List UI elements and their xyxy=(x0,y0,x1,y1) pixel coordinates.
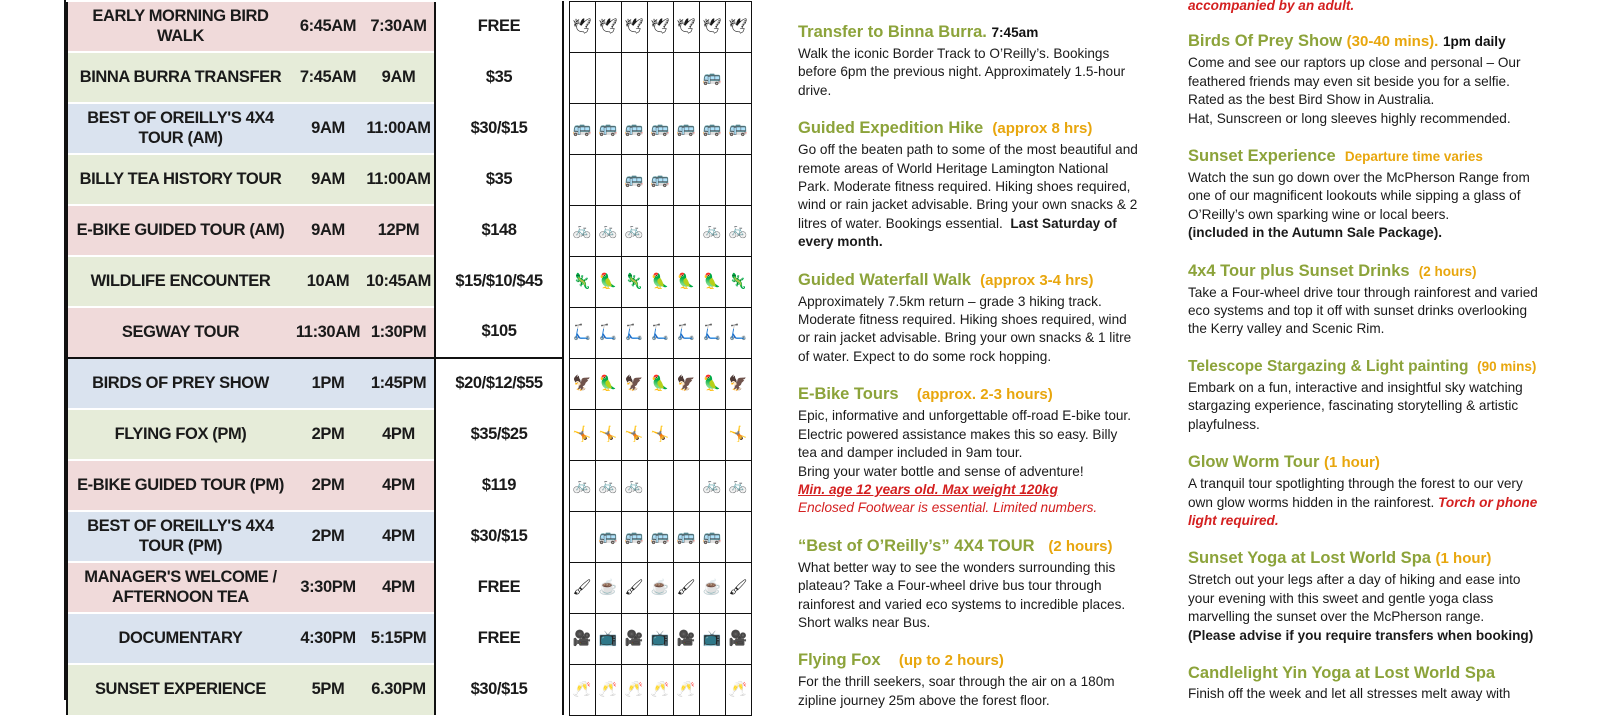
yoga-transfer-note: (Please advise if you require transfers when booking) xyxy=(1188,627,1534,643)
end-time: 9AM xyxy=(363,52,435,103)
bus-icon: 🚌 xyxy=(673,511,699,562)
ebike-body-2: Bring your water bottle and sense of adventure! xyxy=(798,463,1084,479)
price: $20/$12/$55 xyxy=(435,358,563,409)
camera-icon: 📺 xyxy=(595,613,621,664)
segway-icon: 🛴 xyxy=(621,307,647,358)
sunset-departure: Departure time varies xyxy=(1344,149,1483,165)
bicycle-icon: 🚲 xyxy=(595,205,621,256)
section-sunset-experience xyxy=(1188,144,1538,243)
activity-name: BINNA BURRA TRANSFER xyxy=(67,52,293,103)
yoga-title: Sunset Yoga at Lost World Spa xyxy=(1188,549,1431,568)
activity-name: BEST OF OREILLY'S 4X4 TOUR (AM) xyxy=(67,103,293,154)
teacup-icon: 🖌 xyxy=(621,562,647,613)
ebike-restriction: Min. age 12 years old. Max weight 120kg xyxy=(798,481,1058,497)
price: $30/$15 xyxy=(435,511,563,562)
section-ebike-tours xyxy=(798,382,1138,517)
best4x4-body: What better way to see the wonders surrounding this plateau? Take a Four-wheel drive bus tour through rainforest and varied eco systems to incredible places. Short walks near Bus. xyxy=(798,559,1126,630)
activity-schedule-table xyxy=(66,0,752,716)
schedule-row xyxy=(67,256,751,307)
yinyoga-body: Finish off the week and let all stresses melt away with xyxy=(1188,685,1511,701)
eagle-icon: 🦜 xyxy=(595,358,621,409)
empty-day-cell xyxy=(569,52,595,103)
section-transfer xyxy=(798,20,1138,100)
segway-icon: 🛴 xyxy=(673,307,699,358)
activity-name: WILDLIFE ENCOUNTER xyxy=(67,256,293,307)
birds-body: Come and see our raptors up close and personal – Our feathered friends may even sit beside you for a selfie. Rated as the best Bird Show in Australia. xyxy=(1188,55,1521,108)
tour4x4-duration: (2 hours) xyxy=(1418,263,1477,279)
price: $35/$25 xyxy=(435,409,563,460)
birds-duration: (30-40 mins). xyxy=(1346,33,1439,51)
start-time: 7:45AM xyxy=(293,52,363,103)
yinyoga-title: Candlelight Yin Yoga at Lost World Spa xyxy=(1188,663,1496,682)
price: $30/$15 xyxy=(435,664,563,715)
end-time: 12PM xyxy=(363,205,435,256)
bus-icon: 🚌 xyxy=(595,103,621,154)
teacup-icon: ☕ xyxy=(699,562,725,613)
ebike-duration: (approx. 2-3 hours) xyxy=(916,386,1053,404)
bus-icon: 🚌 xyxy=(699,103,725,154)
section-birds-of-prey xyxy=(1188,29,1538,128)
wine-glass-icon: 🥂 xyxy=(595,664,621,715)
empty-day-cell xyxy=(647,460,673,511)
activity-name: DOCUMENTARY xyxy=(67,613,293,664)
empty-day-cell xyxy=(725,511,751,562)
glowworm-title: Glow Worm Tour xyxy=(1188,453,1320,472)
empty-day-cell xyxy=(725,154,751,205)
bird-icon: 🕊 xyxy=(673,1,699,52)
segway-icon: 🛴 xyxy=(725,307,751,358)
start-time: 1PM xyxy=(293,358,363,409)
end-time: 6.30PM xyxy=(363,664,435,715)
expedition-body: Go off the beaten path to some of the most beautiful and remote areas of World Heritage Lamington National Park. Moderate fitness required. Hiking shoes required, wind or rain jacket advisable. Bring your own snacks & 2 litres of water. Bookings essential. xyxy=(798,142,1138,231)
price: FREE xyxy=(435,1,563,52)
empty-day-cell xyxy=(569,511,595,562)
bird-icon: 🕊 xyxy=(569,1,595,52)
birds-time: 1pm daily xyxy=(1442,34,1506,50)
activity-descriptions-middle xyxy=(798,0,1138,708)
section-waterfall-walk xyxy=(798,268,1138,367)
empty-day-cell xyxy=(699,154,725,205)
section-4x4-sunset-drinks xyxy=(1188,259,1538,339)
camera-icon: 🎥 xyxy=(621,613,647,664)
bicycle-icon: 🚲 xyxy=(725,205,751,256)
animal-icon: 🦜 xyxy=(595,256,621,307)
price: $148 xyxy=(435,205,563,256)
schedule-row xyxy=(67,613,751,664)
yoga-body: Stretch out your legs after a day of hiking and ease into your evening with this sweet and gentle yoga class marvelling the sunset over the McPherson range. xyxy=(1188,572,1521,625)
bus-icon: 🚌 xyxy=(621,154,647,205)
glowworm-torch-note: Torch or phone light required. xyxy=(1188,494,1538,528)
wine-glass-icon: 🥂 xyxy=(673,664,699,715)
sunset-package-note: (included in the Autumn Sale Package). xyxy=(1188,225,1443,241)
bird-icon: 🕊 xyxy=(647,1,673,52)
sunset-body: Watch the sun go down over the McPherson Range from one of our magnificent lookouts while sipping a glass of O’Reilly’s own sparking wine or local beers. xyxy=(1188,170,1530,222)
eagle-icon: 🦜 xyxy=(647,358,673,409)
price: $35 xyxy=(435,154,563,205)
bus-icon: 🚌 xyxy=(673,103,699,154)
empty-day-cell xyxy=(595,154,621,205)
bird-icon: 🕊 xyxy=(595,1,621,52)
end-time: 1:30PM xyxy=(363,307,435,358)
teacup-icon: ☕ xyxy=(595,562,621,613)
transfer-title: Transfer to Binna Burra. xyxy=(798,23,987,41)
bus-icon: 🚌 xyxy=(647,154,673,205)
bus-icon: 🚌 xyxy=(621,511,647,562)
empty-day-cell xyxy=(647,52,673,103)
wine-glass-icon: 🥂 xyxy=(569,664,595,715)
yoga-duration: (1 hour) xyxy=(1435,550,1492,568)
end-time: 5:15PM xyxy=(363,613,435,664)
end-time: 11:00AM xyxy=(363,154,435,205)
wine-glass-icon: 🥂 xyxy=(621,664,647,715)
wine-glass-icon: 🥂 xyxy=(647,664,673,715)
bus-icon: 🚌 xyxy=(725,103,751,154)
animal-icon: 🦜 xyxy=(699,256,725,307)
waterfall-title: Guided Waterfall Walk xyxy=(798,270,971,289)
bus-icon: 🚌 xyxy=(621,103,647,154)
price: $105 xyxy=(435,307,563,358)
start-time: 3:30PM xyxy=(293,562,363,613)
section-glow-worm xyxy=(1188,450,1538,530)
activity-name: SEGWAY TOUR xyxy=(67,307,293,358)
eagle-icon: 🦅 xyxy=(725,358,751,409)
zipline-icon: 🤸 xyxy=(621,409,647,460)
bus-icon: 🚌 xyxy=(699,511,725,562)
best4x4-duration: (2 hours) xyxy=(1048,537,1113,555)
telescope-duration: (90 mins) xyxy=(1477,358,1537,374)
start-time: 6:45AM xyxy=(293,1,363,52)
empty-day-cell xyxy=(673,460,699,511)
animal-icon: 🦎 xyxy=(569,256,595,307)
expedition-schedule: Last Saturday of every month. xyxy=(798,215,1117,250)
segway-icon: 🛴 xyxy=(595,307,621,358)
schedule-row xyxy=(67,664,751,715)
flyingfox-body: For the thrill seekers, soar through the air on a 180m zipline journey 25m above the forest floor. xyxy=(798,674,1115,708)
glowworm-duration: (1 hour) xyxy=(1323,454,1380,472)
animal-icon: 🦜 xyxy=(673,256,699,307)
empty-day-cell xyxy=(595,52,621,103)
bicycle-icon: 🚲 xyxy=(699,460,725,511)
schedule-row xyxy=(67,307,751,358)
section-best-4x4 xyxy=(798,534,1138,633)
start-time: 5PM xyxy=(293,664,363,715)
schedule-row xyxy=(67,52,751,103)
bus-icon: 🚌 xyxy=(595,511,621,562)
segway-icon: 🛴 xyxy=(699,307,725,358)
animal-icon: 🦎 xyxy=(725,256,751,307)
schedule-row xyxy=(67,154,751,205)
empty-day-cell xyxy=(569,154,595,205)
section-yin-yoga xyxy=(1188,661,1538,703)
price: $119 xyxy=(435,460,563,511)
flyingfox-title: Flying Fox xyxy=(798,651,881,670)
end-time: 4PM xyxy=(363,409,435,460)
bus-icon: 🚌 xyxy=(647,511,673,562)
activity-descriptions-right xyxy=(1188,0,1538,700)
bicycle-icon: 🚲 xyxy=(621,205,647,256)
camera-icon: 📺 xyxy=(647,613,673,664)
animal-icon: 🦜 xyxy=(647,256,673,307)
start-time: 9AM xyxy=(293,154,363,205)
zipline-icon: 🤸 xyxy=(595,409,621,460)
start-time: 4:30PM xyxy=(293,613,363,664)
sunset-title: Sunset Experience xyxy=(1188,147,1336,166)
bicycle-icon: 🚲 xyxy=(621,460,647,511)
transfer-time: 7:45am xyxy=(991,25,1039,40)
best4x4-title: “Best of O’Reilly’s” 4X4 TOUR xyxy=(798,536,1035,555)
start-time: 9AM xyxy=(293,205,363,256)
teacup-icon: 🖌 xyxy=(673,562,699,613)
activity-name: BIRDS OF PREY SHOW xyxy=(67,358,293,409)
eagle-icon: 🦅 xyxy=(621,358,647,409)
bus-icon: 🚌 xyxy=(569,103,595,154)
start-time: 11:30AM xyxy=(293,307,363,358)
bus-icon: 🚌 xyxy=(647,103,673,154)
end-time: 1:45PM xyxy=(363,358,435,409)
bicycle-icon: 🚲 xyxy=(569,460,595,511)
section-expedition-hike xyxy=(798,116,1138,251)
section-telescope-stargazing xyxy=(1188,355,1538,434)
teacup-icon: 🖌 xyxy=(569,562,595,613)
tour4x4-body: Take a Four-wheel drive tour through rainforest and varied eco systems and top it off with sunset drinks overlooking the Kerry valley and Scenic Rim. xyxy=(1188,284,1538,337)
eagle-icon: 🦅 xyxy=(569,358,595,409)
camera-icon: 🎥 xyxy=(725,613,751,664)
bird-icon: 🕊 xyxy=(699,1,725,52)
empty-day-cell xyxy=(725,52,751,103)
start-time: 10AM xyxy=(293,256,363,307)
waterfall-duration: (approx 3-4 hrs) xyxy=(980,271,1094,289)
section-sunset-yoga xyxy=(1188,546,1538,645)
start-time: 2PM xyxy=(293,460,363,511)
price: FREE xyxy=(435,613,563,664)
end-time: 4PM xyxy=(363,511,435,562)
empty-day-cell xyxy=(699,409,725,460)
empty-day-cell xyxy=(647,205,673,256)
activity-name: MANAGER'S WELCOME / AFTERNOON TEA xyxy=(67,562,293,613)
zipline-icon: 🤸 xyxy=(569,409,595,460)
ebike-body: Epic, informative and unforgettable off-road E-bike tour. Electric powered assistance makes this so easy. Billy tea and damper included in 9am tour. xyxy=(798,408,1131,461)
empty-day-cell xyxy=(621,52,647,103)
ebike-title: E-Bike Tours xyxy=(798,385,899,404)
bus-icon: 🚌 xyxy=(699,52,725,103)
zipline-icon: 🤸 xyxy=(647,409,673,460)
end-time: 4PM xyxy=(363,460,435,511)
glowworm-body: A tranquil tour spotlighting through the forest to our very own glow worms hidden in the rainforest. xyxy=(1188,476,1523,510)
activity-name: SUNSET EXPERIENCE xyxy=(67,664,293,715)
bicycle-icon: 🚲 xyxy=(595,460,621,511)
empty-day-cell xyxy=(673,154,699,205)
telescope-body: Embark on a fun, interactive and insightful sky watching stargazing experience, fascinating storytelling & artistic playfulness. xyxy=(1188,379,1523,432)
start-time: 2PM xyxy=(293,409,363,460)
eagle-icon: 🦅 xyxy=(673,358,699,409)
end-time: 10:45AM xyxy=(363,256,435,307)
activity-name: FLYING FOX (PM) xyxy=(67,409,293,460)
schedule-row xyxy=(67,460,751,511)
bicycle-icon: 🚲 xyxy=(725,460,751,511)
empty-day-cell xyxy=(673,409,699,460)
start-time: 2PM xyxy=(293,511,363,562)
birds-body-2: Hat, Sunscreen or long sleeves highly recommended. xyxy=(1188,110,1511,126)
segway-icon: 🛴 xyxy=(647,307,673,358)
expedition-title: Guided Expedition Hike xyxy=(798,119,984,138)
schedule-row xyxy=(67,562,751,613)
price: $35 xyxy=(435,52,563,103)
end-time: 7:30AM xyxy=(363,1,435,52)
price: FREE xyxy=(435,562,563,613)
camera-icon: 🎥 xyxy=(569,613,595,664)
teacup-icon: ☕ xyxy=(647,562,673,613)
schedule-row xyxy=(67,409,751,460)
start-time: 9AM xyxy=(293,103,363,154)
end-time: 11:00AM xyxy=(363,103,435,154)
zipline-icon: 🤸 xyxy=(725,409,751,460)
schedule-row xyxy=(67,205,751,256)
expedition-duration: (approx 8 hrs) xyxy=(992,120,1093,138)
camera-icon: 📺 xyxy=(699,613,725,664)
activity-name: E-BIKE GUIDED TOUR (AM) xyxy=(67,205,293,256)
schedule-row xyxy=(67,103,751,154)
price: $15/$10/$45 xyxy=(435,256,563,307)
empty-day-cell xyxy=(673,205,699,256)
birds-title: Birds Of Prey Show xyxy=(1188,32,1343,51)
bicycle-icon: 🚲 xyxy=(699,205,725,256)
wine-glass-icon: 🥂 xyxy=(725,664,751,715)
empty-day-cell xyxy=(673,52,699,103)
animal-icon: 🦎 xyxy=(621,256,647,307)
teacup-icon: 🖌 xyxy=(725,562,751,613)
activity-name: BEST OF OREILLY'S 4X4 TOUR (PM) xyxy=(67,511,293,562)
camera-icon: 🎥 xyxy=(673,613,699,664)
bicycle-icon: 🚲 xyxy=(569,205,595,256)
segway-icon: 🛴 xyxy=(569,307,595,358)
top-note: accompanied by an adult. xyxy=(1188,0,1355,13)
eagle-icon: 🦜 xyxy=(699,358,725,409)
flyingfox-duration: (up to 2 hours) xyxy=(898,652,1004,670)
activity-name: EARLY MORNING BIRD WALK xyxy=(67,1,293,52)
schedule-row xyxy=(67,358,751,409)
end-time: 4PM xyxy=(363,562,435,613)
tour4x4-title: 4x4 Tour plus Sunset Drinks xyxy=(1188,261,1410,280)
activity-name: BILLY TEA HISTORY TOUR xyxy=(67,154,293,205)
waterfall-body: Approximately 7.5km return – grade 3 hiking track. Moderate fitness required. Hiking shoes required, wind or rain jacket advisable. Bring your own snacks & 1 litre of water. Expect to do some rock hopping. xyxy=(798,293,1132,364)
bird-icon: 🕊 xyxy=(725,1,751,52)
ebike-footwear-note: Enclosed Footwear is essential. Limited numbers. xyxy=(798,500,1098,516)
bird-icon: 🕊 xyxy=(621,1,647,52)
schedule-row xyxy=(67,511,751,562)
empty-day-cell xyxy=(699,664,725,715)
telescope-title: Telescope Stargazing & Light painting xyxy=(1188,357,1469,375)
transfer-body: Walk the iconic Border Track to O’Reilly’s. Bookings before 6pm the previous night. Approximately 1.5-hour drive. xyxy=(798,46,1126,98)
activity-name: E-BIKE GUIDED TOUR (PM) xyxy=(67,460,293,511)
price: $30/$15 xyxy=(435,103,563,154)
schedule-row xyxy=(67,1,751,52)
section-flying-fox xyxy=(798,648,1138,710)
